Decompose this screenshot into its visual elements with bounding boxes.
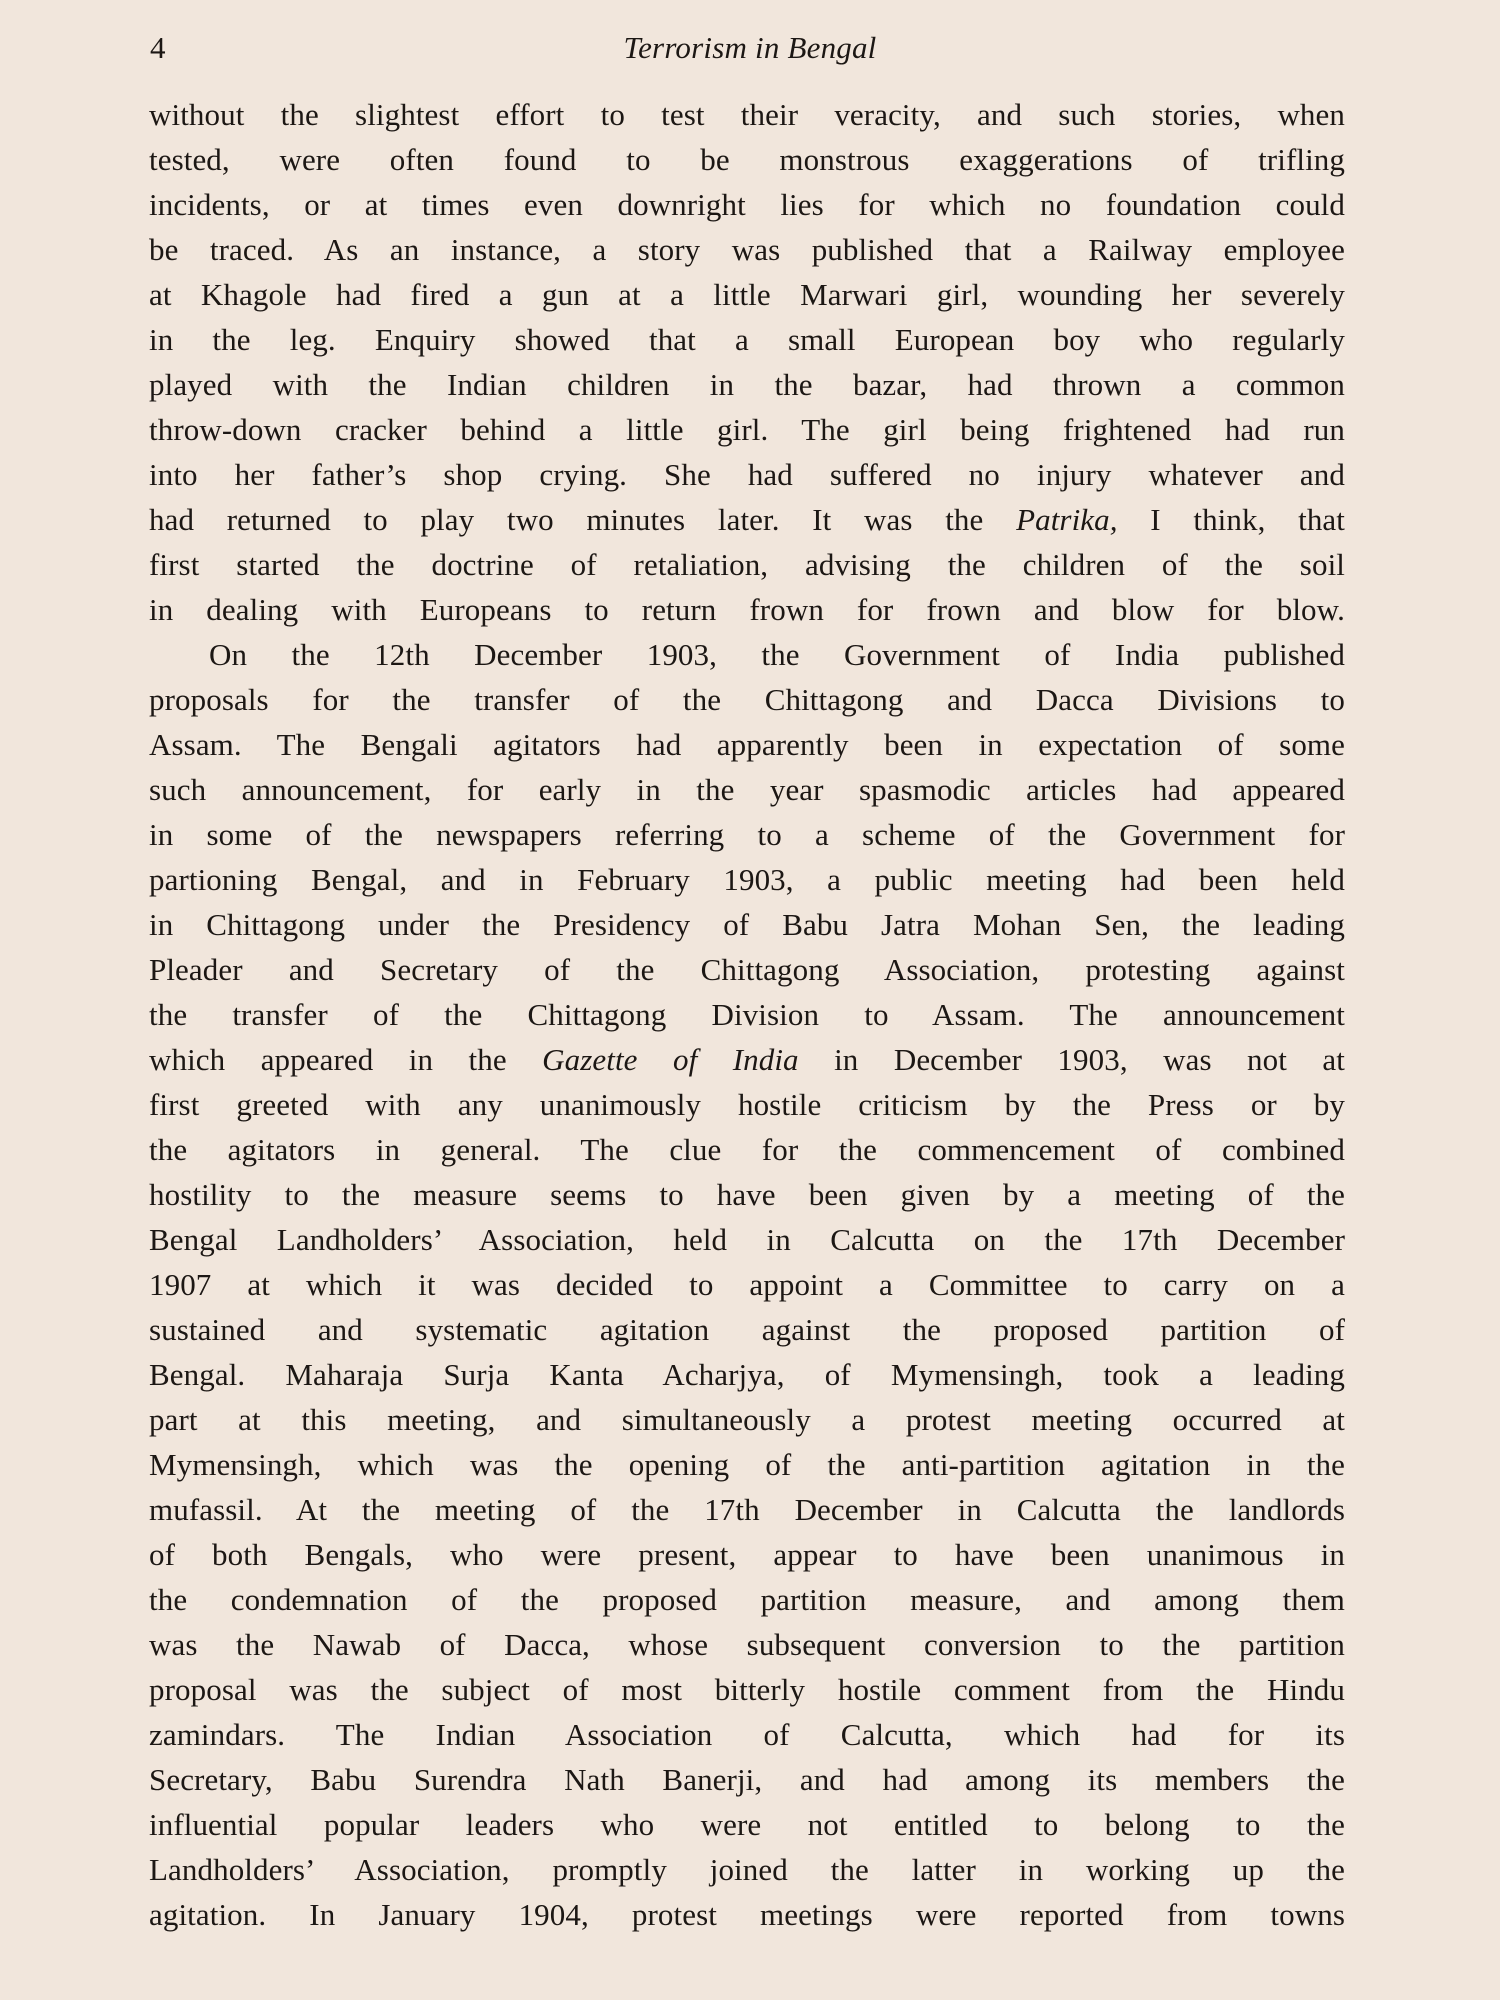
text-line: mufassil. At the meeting of the 17th December in Calcutta the landlords	[149, 1492, 1345, 1527]
text-line	[149, 497, 1345, 542]
text-line: proposal was the subject of most bitterly hostile comment from the Hindu	[149, 1672, 1345, 1707]
text-line: partioning Bengal, and in February 1903, a public meeting had been held	[149, 862, 1345, 897]
page-number: 4	[150, 30, 166, 65]
running-title: Terrorism in Bengal	[623, 30, 877, 65]
text-line: be traced. As an instance, a story was published that a Railway employee	[149, 232, 1345, 267]
italic-title: Gazette of India	[542, 1042, 799, 1077]
text-line: first greeted with any unanimously hostile criticism by the Press or by	[149, 1087, 1345, 1122]
text-line: in Chittagong under the Presidency of Babu Jatra Mohan Sen, the leading	[149, 907, 1345, 942]
text-line: Landholders’ Association, promptly joined the latter in working up the	[149, 1852, 1345, 1887]
text-line: sustained and systematic agitation against the proposed partition of	[149, 1312, 1345, 1347]
text-line: the transfer of the Chittagong Division to Assam. The announcement	[149, 997, 1345, 1032]
text-line: was the Nawab of Dacca, whose subsequent conversion to the partition	[149, 1627, 1345, 1662]
text-line: Mymensingh, which was the opening of the anti-partition agitation in the	[149, 1447, 1345, 1482]
text-line: first started the doctrine of retaliation, advising the children of the soil	[149, 547, 1345, 582]
text-line: in dealing with Europeans to return frown for frown and blow for blow.	[149, 592, 1345, 627]
text-line: throw-down cracker behind a little girl. The girl being frightened had run	[149, 412, 1345, 447]
text-line: influential popular leaders who were not entitled to belong to the	[149, 1807, 1345, 1842]
text-line: in the leg. Enquiry showed that a small European boy who regularly	[149, 322, 1345, 357]
text-line: zamindars. The Indian Association of Calcutta, which had for its	[149, 1717, 1345, 1752]
italic-title: Patrika,	[1016, 502, 1118, 537]
text-line: part at this meeting, and simultaneously a protest meeting occurred at	[149, 1402, 1345, 1437]
body-text	[149, 92, 1345, 1937]
text-line: Secretary, Babu Surendra Nath Banerji, and had among its members the	[149, 1762, 1345, 1797]
text-line: Assam. The Bengali agitators had apparently been in expectation of some	[149, 727, 1345, 762]
text-line	[149, 1037, 1345, 1082]
text-line: Bengal Landholders’ Association, held in Calcutta on the 17th December	[149, 1222, 1345, 1257]
text-line: played with the Indian children in the bazar, had thrown a common	[149, 367, 1345, 402]
text-line: into her father’s shop crying. She had suffered no injury whatever and	[149, 457, 1345, 492]
text-line: at Khagole had fired a gun at a little Marwari girl, wounding her severely	[149, 277, 1345, 312]
running-header	[150, 24, 1350, 70]
text-line: 1907 at which it was decided to appoint a Committee to carry on a	[149, 1267, 1345, 1302]
text-segment: which appeared in the	[149, 1042, 543, 1077]
text-segment: in December 1903, was not at	[798, 1042, 1345, 1077]
text-line: Pleader and Secretary of the Chittagong Association, protesting against	[149, 952, 1345, 987]
text-line: in some of the newspapers referring to a scheme of the Government for	[149, 817, 1345, 852]
text-line: On the 12th December 1903, the Government of India published	[209, 637, 1345, 672]
text-line: without the slightest effort to test their veracity, and such stories, when	[149, 97, 1345, 132]
text-segment: had returned to play two minutes later. It was the	[149, 502, 1017, 537]
text-line: agitation. In January 1904, protest meetings were reported from towns	[149, 1897, 1345, 1932]
text-line: proposals for the transfer of the Chittagong and Dacca Divisions to	[149, 682, 1345, 717]
text-segment: I think, that	[1117, 502, 1345, 537]
text-line: Bengal. Maharaja Surja Kanta Acharjya, of Mymensingh, took a leading	[149, 1357, 1345, 1392]
text-line: the agitators in general. The clue for the commencement of combined	[149, 1132, 1345, 1167]
text-line: of both Bengals, who were present, appear to have been unanimous in	[149, 1537, 1345, 1572]
text-line: tested, were often found to be monstrous exaggerations of trifling	[149, 142, 1345, 177]
text-line: incidents, or at times even downright lies for which no foundation could	[149, 187, 1345, 222]
text-line: the condemnation of the proposed partition measure, and among them	[149, 1582, 1345, 1617]
text-line: hostility to the measure seems to have been given by a meeting of the	[149, 1177, 1345, 1212]
text-line: such announcement, for early in the year spasmodic articles had appeared	[149, 772, 1345, 807]
